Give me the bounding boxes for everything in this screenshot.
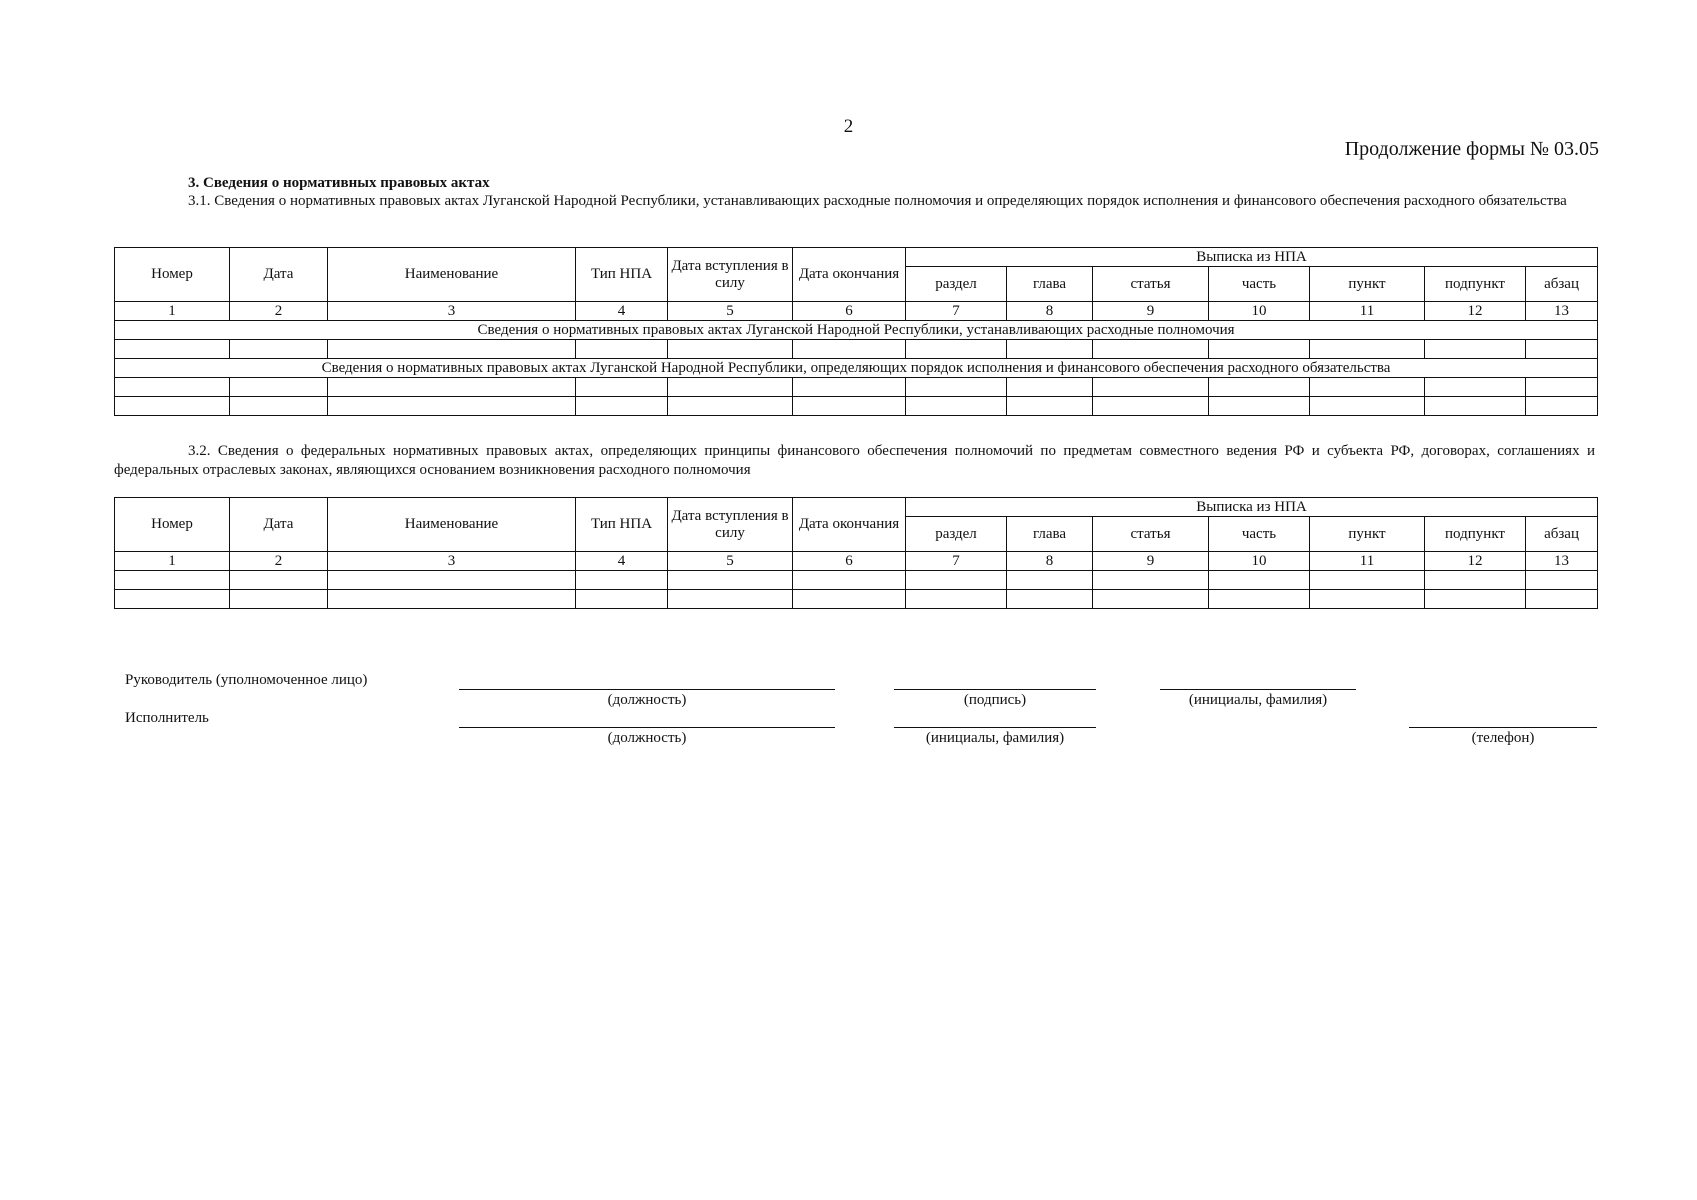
table-row (115, 590, 1598, 609)
table-cell[interactable] (576, 340, 668, 359)
header-extract: Выписка из НПА (906, 498, 1598, 517)
column-number: 6 (793, 302, 906, 321)
table-cell[interactable] (576, 397, 668, 416)
column-number: 3 (328, 552, 576, 571)
table-cell[interactable] (1425, 571, 1526, 590)
table-cell[interactable] (115, 340, 230, 359)
table-row (115, 397, 1598, 416)
header-paragraph: абзац (1526, 267, 1598, 302)
header-type: Тип НПА (576, 248, 668, 302)
column-number: 1 (115, 552, 230, 571)
header-subpoint: подпункт (1425, 517, 1526, 552)
column-number-row (115, 552, 1598, 571)
column-number: 7 (906, 302, 1007, 321)
table-cell[interactable] (1310, 397, 1425, 416)
table-cell[interactable] (328, 571, 576, 590)
table-cell[interactable] (1425, 397, 1526, 416)
table-cell[interactable] (793, 378, 906, 397)
table-cell[interactable] (1209, 378, 1310, 397)
executor-initials-caption: (инициалы, фамилия) (925, 730, 1065, 746)
table-cell[interactable] (576, 571, 668, 590)
table-row (115, 378, 1598, 397)
header-effective-date: Дата вступления в силу (668, 248, 793, 302)
table-cell[interactable] (1526, 378, 1598, 397)
table-cell[interactable] (328, 590, 576, 609)
npa-table-3-2 (114, 497, 1598, 609)
column-number: 11 (1310, 302, 1425, 321)
column-number: 3 (328, 302, 576, 321)
header-name: Наименование (328, 248, 576, 302)
table-cell[interactable] (1310, 571, 1425, 590)
column-number: 12 (1425, 302, 1526, 321)
header-article: статья (1093, 267, 1209, 302)
table-cell[interactable] (668, 590, 793, 609)
header-number: Номер (115, 498, 230, 552)
table-cell[interactable] (115, 378, 230, 397)
head-label: Руководитель (уполномоченное лицо) (125, 672, 368, 688)
table-cell[interactable] (1007, 397, 1093, 416)
table-cell[interactable] (906, 397, 1007, 416)
executor-phone-line[interactable] (1409, 727, 1597, 728)
band-establishing-powers: Сведения о нормативных правовых актах Луганской Народной Республики, устанавливающих расходные полномочия (115, 321, 1598, 340)
column-number: 5 (668, 302, 793, 321)
section-heading: 3. Сведения о нормативных правовых актах (188, 175, 490, 191)
column-number: 5 (668, 552, 793, 571)
table-cell[interactable] (1526, 590, 1598, 609)
table-cell[interactable] (1007, 571, 1093, 590)
table-cell[interactable] (1209, 571, 1310, 590)
table-cell[interactable] (1007, 590, 1093, 609)
table-cell[interactable] (1310, 340, 1425, 359)
table-cell[interactable] (1093, 397, 1209, 416)
header-paragraph: абзац (1526, 517, 1598, 552)
table-cell[interactable] (906, 340, 1007, 359)
head-signature-caption: (подпись) (963, 692, 1027, 708)
column-number: 8 (1007, 552, 1093, 571)
section-3-2-text: 3.2. Сведения о федеральных нормативных правовых актах, определяющих принципы финансового обеспечения полномочий по предметам совместного ведения РФ и субъекта РФ, договорах, соглашениях и федеральных отраслевых законах, являющихся основанием возникновения расходного полномочия (114, 443, 1595, 478)
table-cell[interactable] (230, 378, 328, 397)
header-point: пункт (1310, 267, 1425, 302)
table-cell[interactable] (576, 378, 668, 397)
column-number: 13 (1526, 552, 1598, 571)
head-signature-line[interactable] (894, 689, 1096, 690)
table-cell[interactable] (668, 397, 793, 416)
table-cell[interactable] (668, 378, 793, 397)
table-cell[interactable] (115, 590, 230, 609)
table-cell[interactable] (1425, 340, 1526, 359)
column-number: 2 (230, 552, 328, 571)
header-date: Дата (230, 498, 328, 552)
executor-label: Исполнитель (125, 710, 209, 726)
column-number: 6 (793, 552, 906, 571)
header-point: пункт (1310, 517, 1425, 552)
table-cell[interactable] (1093, 378, 1209, 397)
npa-table-3-1 (114, 247, 1598, 416)
page-number: 2 (843, 116, 854, 137)
column-number: 8 (1007, 302, 1093, 321)
table-cell[interactable] (328, 397, 576, 416)
table-cell[interactable] (906, 378, 1007, 397)
header-article: статья (1093, 517, 1209, 552)
header-end-date: Дата окончания (793, 248, 906, 302)
column-number: 4 (576, 302, 668, 321)
table-cell[interactable] (793, 590, 906, 609)
table-cell[interactable] (576, 590, 668, 609)
header-date: Дата (230, 248, 328, 302)
executor-phone-caption: (телефон) (1471, 730, 1535, 746)
executor-position-caption: (должность) (607, 730, 687, 746)
header-end-date: Дата окончания (793, 498, 906, 552)
head-position-caption: (должность) (607, 692, 687, 708)
header-section: раздел (906, 267, 1007, 302)
column-number: 11 (1310, 552, 1425, 571)
header-subpoint: подпункт (1425, 267, 1526, 302)
column-number: 1 (115, 302, 230, 321)
column-number: 4 (576, 552, 668, 571)
table-cell[interactable] (1007, 340, 1093, 359)
form-continuation-label: Продолжение формы № 03.05 (1344, 138, 1599, 160)
header-effective-date: Дата вступления в силу (668, 498, 793, 552)
section-3-1-text: 3.1. Сведения о нормативных правовых актах Луганской Народной Республики, устанавливающих расходные полномочия и определяющих порядок исполнения и финансового обеспечения расходного обязательства (188, 193, 1567, 209)
table-cell[interactable] (1310, 590, 1425, 609)
header-chapter: глава (1007, 267, 1093, 302)
header-number: Номер (115, 248, 230, 302)
table-cell[interactable] (668, 340, 793, 359)
executor-initials-line[interactable] (894, 727, 1096, 728)
column-number: 9 (1093, 552, 1209, 571)
table-cell[interactable] (1425, 590, 1526, 609)
header-part: часть (1209, 267, 1310, 302)
table-cell[interactable] (230, 397, 328, 416)
table-cell[interactable] (115, 571, 230, 590)
table-cell[interactable] (1209, 397, 1310, 416)
column-number: 2 (230, 302, 328, 321)
header-chapter: глава (1007, 517, 1093, 552)
column-number: 9 (1093, 302, 1209, 321)
table-cell[interactable] (793, 571, 906, 590)
table-cell[interactable] (793, 340, 906, 359)
table-cell[interactable] (906, 590, 1007, 609)
table-cell[interactable] (1310, 378, 1425, 397)
table-cell[interactable] (328, 378, 576, 397)
table-cell[interactable] (1209, 590, 1310, 609)
column-number: 10 (1209, 302, 1310, 321)
column-number: 12 (1425, 552, 1526, 571)
table-cell[interactable] (1093, 571, 1209, 590)
table-cell[interactable] (1526, 340, 1598, 359)
head-initials-line[interactable] (1160, 689, 1356, 690)
table-cell[interactable] (328, 340, 576, 359)
header-name: Наименование (328, 498, 576, 552)
table-cell[interactable] (668, 571, 793, 590)
head-initials-caption: (инициалы, фамилия) (1188, 692, 1328, 708)
band-execution-order: Сведения о нормативных правовых актах Луганской Народной Республики, определяющих порядок исполнения и финансового обеспечения расходного обязательства (115, 359, 1598, 378)
column-number-row (115, 302, 1598, 321)
table-cell[interactable] (1425, 378, 1526, 397)
table-cell[interactable] (793, 397, 906, 416)
header-section: раздел (906, 517, 1007, 552)
table-cell[interactable] (906, 571, 1007, 590)
header-type: Тип НПА (576, 498, 668, 552)
table-cell[interactable] (1526, 571, 1598, 590)
table-cell[interactable] (115, 397, 230, 416)
header-extract: Выписка из НПА (906, 248, 1598, 267)
table-cell[interactable] (1209, 340, 1310, 359)
column-number: 7 (906, 552, 1007, 571)
column-number: 13 (1526, 302, 1598, 321)
head-position-line[interactable] (459, 689, 835, 690)
executor-position-line[interactable] (459, 727, 835, 728)
table-cell[interactable] (230, 340, 328, 359)
header-part: часть (1209, 517, 1310, 552)
table-cell[interactable] (1007, 378, 1093, 397)
column-number: 10 (1209, 552, 1310, 571)
table-cell[interactable] (1526, 397, 1598, 416)
table-cell[interactable] (230, 571, 328, 590)
table-row (115, 571, 1598, 590)
table-cell[interactable] (1093, 340, 1209, 359)
table-cell[interactable] (230, 590, 328, 609)
table-row (115, 340, 1598, 359)
table-cell[interactable] (1093, 590, 1209, 609)
